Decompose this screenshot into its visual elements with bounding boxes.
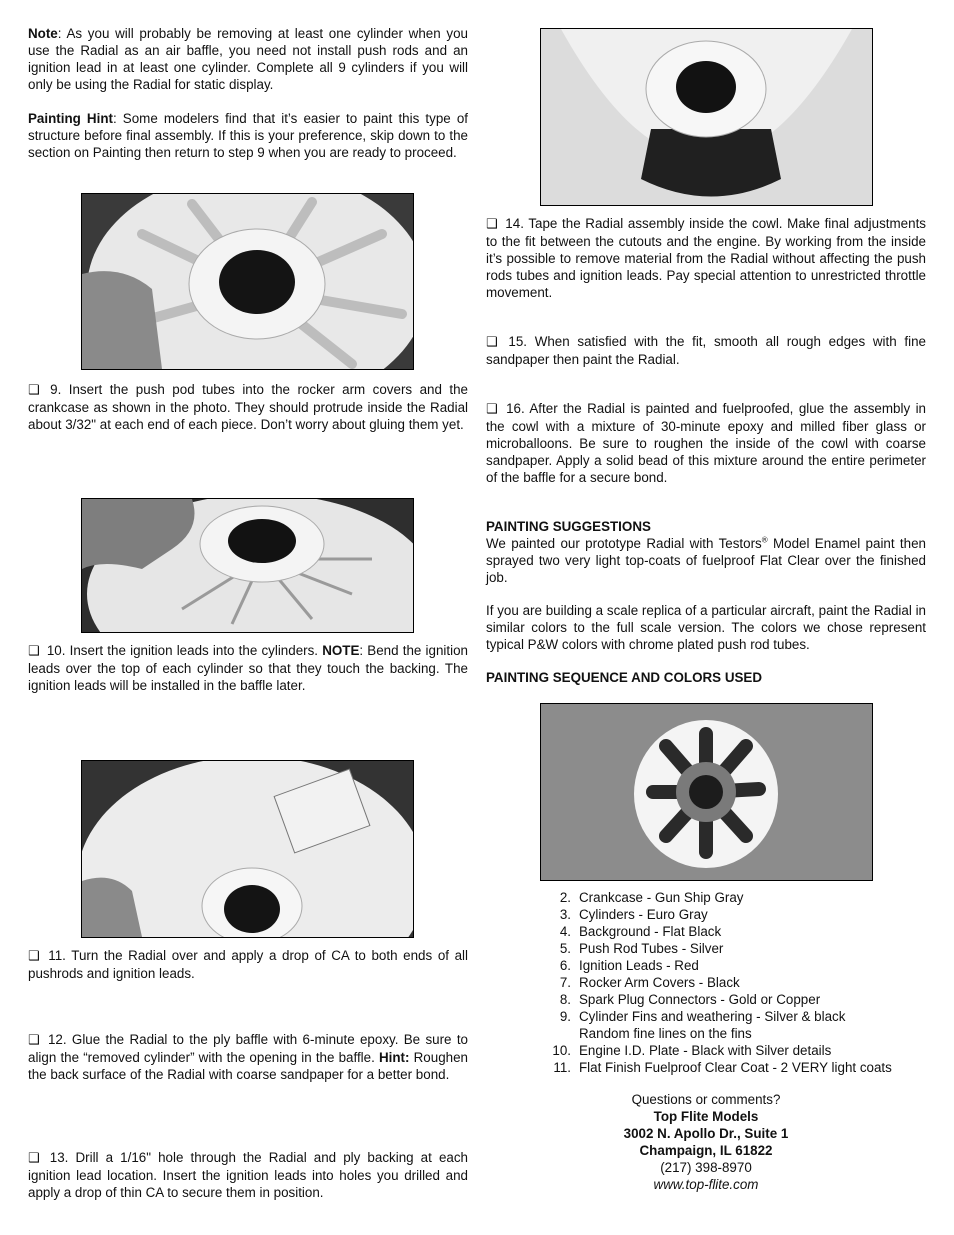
step-9-text: 9. Insert the push pod tubes into the rocker arm covers and the crankcase as shown in the photo. They should protrude inside the Radial about 3/32" at each end of each piece. Don’t worry about gluing them yet. (28, 382, 468, 432)
color-item: 10. Engine I.D. Plate - Black with Silver details (552, 1043, 832, 1058)
step-12-text-a: 12. Glue the Radial to the ply baffle with 6-minute epoxy. Be sure to align the “removed cylinder” with the opening in the baffle. (28, 1032, 468, 1065)
contact-website-link[interactable]: www.top-flite.com (653, 1177, 759, 1192)
checkbox-icon[interactable]: ❑ (28, 949, 40, 964)
painting-p1-text-b: Model Enamel paint then sprayed two very light top-coats of fuelproof Flat Clear over the finished job. (486, 536, 926, 585)
step-12-hint-label: Hint: (378, 1050, 410, 1065)
painting-paragraph-1 (486, 535, 926, 586)
color-item: 3. Cylinders - Euro Gray (559, 907, 708, 922)
step-11-paragraph (28, 947, 468, 982)
color-item: 5. Push Rod Tubes - Silver (559, 941, 724, 956)
color-item: 2. Crankcase - Gun Ship Gray (559, 890, 744, 905)
checkbox-icon[interactable]: ❑ (28, 383, 40, 398)
color-item: 9. Cylinder Fins and weathering - Silver & black (559, 1009, 846, 1024)
painting-sequence-heading: PAINTING SEQUENCE AND COLORS USED (486, 670, 763, 685)
contact-question: Questions or comments? (631, 1092, 781, 1107)
checkbox-icon[interactable]: ❑ (486, 402, 498, 417)
color-item: 4. Background - Flat Black (559, 924, 722, 939)
checkbox-icon[interactable]: ❑ (28, 1033, 40, 1048)
step-9-paragraph (28, 381, 468, 433)
photo-ca-glue (81, 760, 414, 938)
step-15-paragraph (486, 333, 926, 368)
color-item: 8. Spark Plug Connectors - Gold or Copper (559, 992, 821, 1007)
photo-ignition-leads (81, 498, 414, 633)
step-15-text: 15. When satisfied with the fit, smooth all rough edges with fine sandpaper then paint the Radial. (486, 334, 926, 367)
step-16-paragraph (486, 400, 926, 486)
step-10-text-a: 10. Insert the ignition leads into the cylinders. (42, 643, 323, 658)
registered-mark: ® (761, 535, 768, 545)
contact-company: Top Flite Models (653, 1109, 759, 1124)
photo-painted-radial (540, 703, 873, 881)
color-item: 6. Ignition Leads - Red (559, 958, 699, 973)
painting-suggestions-heading: PAINTING SUGGESTIONS (486, 519, 651, 534)
step-14-paragraph (486, 215, 926, 301)
photo-cowl (540, 28, 873, 206)
color-item: 11. Flat Finish Fuelproof Clear Coat - 2 VERY light coats (553, 1060, 892, 1075)
photo-push-rod-tubes (81, 193, 414, 370)
checkbox-icon[interactable]: ❑ (28, 1151, 40, 1166)
painting-hint-label: Painting Hint (28, 111, 113, 126)
contact-city: Champaign, IL 61822 (639, 1143, 773, 1158)
step-11-text: 11. Turn the Radial over and apply a drop of CA to both ends of all pushrods and ignition leads. (28, 948, 468, 981)
step-13-paragraph (28, 1149, 468, 1201)
note-text: : As you will probably be removing at least one cylinder when you use the Radial as an air baffle, you need not install push rods and an ignition lead in at least one cylinder. Complete all 9 cylinders if you will only be using the Radial for static display. (28, 26, 468, 92)
painting-hint-paragraph (28, 110, 468, 161)
painting-p1-text-a: We painted our prototype Radial with Testors (486, 536, 762, 551)
checkbox-icon[interactable]: ❑ (486, 217, 498, 232)
painting-hint-text: : Some modelers find that it’s easier to paint this type of structure before final assembly. If this is your preference, skip down to the section on Painting then return to step 9 when you are ready to proceed. (28, 111, 468, 160)
step-10-note-label: NOTE (322, 643, 360, 658)
checkbox-icon[interactable]: ❑ (486, 335, 498, 350)
checkbox-icon[interactable]: ❑ (28, 644, 40, 659)
contact-phone: (217) 398-8970 (660, 1160, 752, 1175)
step-14-text: 14. Tape the Radial assembly inside the cowl. Make final adjustments to the fit between the cutouts and the engine. By working from the inside it’s possible to remove material from the Radial without affecting the push rods tubes and ignition leads. Pay special attention to unrestricted throttle movement. (486, 216, 926, 300)
step-10-paragraph (28, 642, 468, 694)
step-12-paragraph (28, 1031, 468, 1083)
painting-paragraph-2: If you are building a scale replica of a particular aircraft, paint the Radial in similar colors to the full scale version. The colors we chose represent typical P&W colors with chrome plated push rod tubes. (486, 603, 926, 652)
color-list (543, 889, 923, 1076)
contact-block (486, 1091, 926, 1193)
note-paragraph (28, 25, 468, 93)
step-12-text-b: Roughen the back surface of the Radial with coarse sandpaper for a better bond. (28, 1050, 468, 1082)
note-label: Note (28, 26, 58, 41)
step-16-text: 16. After the Radial is painted and fuelproofed, glue the assembly in the cowl with a mixture of 30-minute epoxy and milled fiber glass or microballoons. Be sure to roughen the inside of the cowl with coarse sandpaper. Apply a solid bead of this mixture around the entire perimeter of the baffle for a secure bond. (486, 401, 926, 485)
color-item: Random fine lines on the fins (579, 1026, 752, 1041)
step-13-text: 13. Drill a 1/16" hole through the Radial and ply backing at each ignition lead location. Insert the ignition leads into holes you drilled and apply a drop of thin CA to secure them in position. (28, 1150, 468, 1200)
step-10-text-b: : Bend the ignition leads over the top of each cylinder so that they touch the backing. The ignition leads will be installed in the baffle later. (28, 643, 468, 693)
color-item: 7. Rocker Arm Covers - Black (559, 975, 740, 990)
contact-address: 3002 N. Apollo Dr., Suite 1 (623, 1126, 789, 1141)
